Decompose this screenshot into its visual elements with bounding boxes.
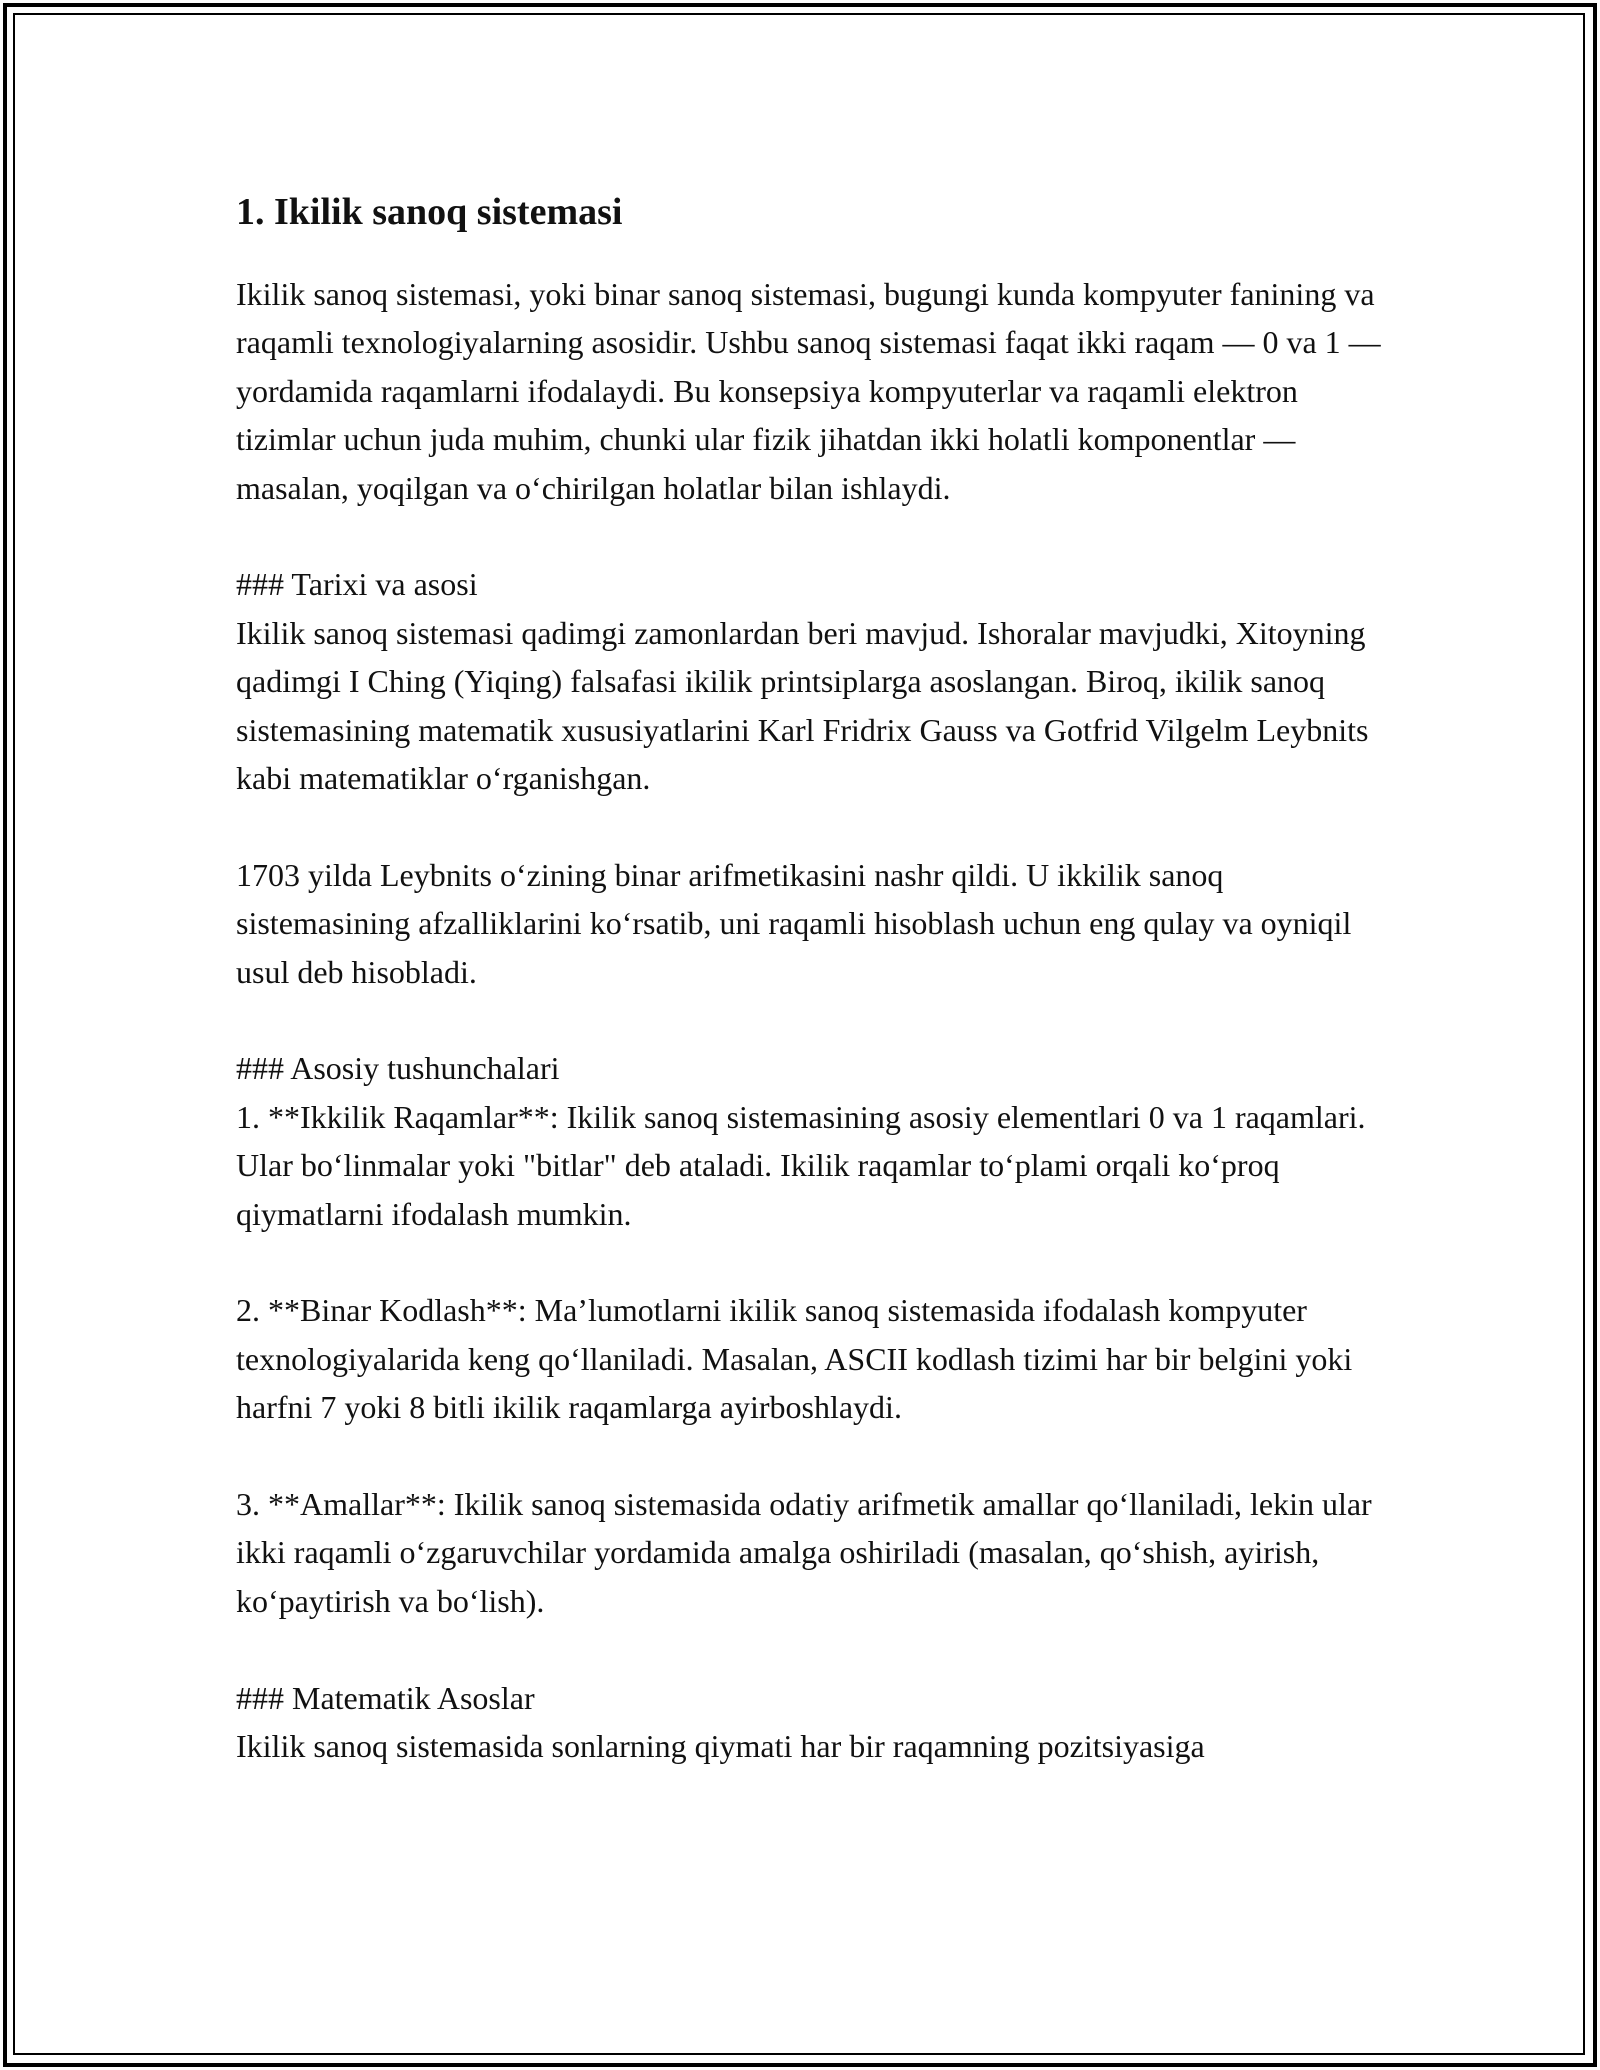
- document-title: 1. Ikilik sanoq sistemasi: [236, 191, 623, 233]
- intro-paragraph: Ikilik sanoq sistemasi, yoki binar sanoq sistemasi, bugungi kunda kompyuter fanining va raqamli texnologiyalarning asosidir. Ushbu sanoq sistemasi faqat ikki raqam — 0 va 1 — yordamida raqamlarni ifodalaydi. Bu konsepsiya kompyuterlar va raqamli elektron tizimlar uchun juda muhim, chunki ular fizik jihatdan ikki holatli komponentlar — masalan, yoqilgan va o‘chirilgan holatlar bilan ishlaydi.: [236, 276, 1381, 506]
- paragraph-gap: [236, 1625, 1396, 1673]
- math-heading: ### Matematik Asoslar: [236, 1679, 535, 1716]
- paragraph-gap: [236, 996, 1396, 1044]
- history-heading: ### Tarixi va asosi: [236, 566, 478, 603]
- history-paragraph-2: 1703 yilda Leybnits o‘zining binar arifmetikasini nashr qildi. U ikkilik sanoq sistemasining afzalliklarini ko‘rsatib, uni raqamli hisoblash uchun eng qulay va oyniqil usul deb hisobladi.: [236, 856, 1352, 990]
- paragraph-gap: [236, 802, 1396, 850]
- paragraph-gap: [236, 1238, 1396, 1286]
- paragraph-gap: [236, 512, 1396, 560]
- concepts-item-3: 3. **Amallar**: Ikilik sanoq sistemasida odatiy arifmetik amallar qo‘llaniladi, lekin ular ikki raqamli o‘zgaruvchilar yordamida amalga oshiriladi (masalan, qo‘shish, ayirish, ko‘paytirish va bo‘lish).: [236, 1486, 1372, 1619]
- concepts-heading: ### Asosiy tushunchalari: [236, 1050, 560, 1087]
- history-paragraph-1: Ikilik sanoq sistemasi qadimgi zamonlardan beri mavjud. Ishoralar mavjudki, Xitoyning qadimgi I Ching (Yiqing) falsafasi ikilik printsiplarga asoslangan. Biroq, ikilik sanoq sistemasining matematik xususiyatlarini Karl Fridrix Gauss va Gotfrid Vilgelm Leybnits kabi matematiklar o‘rganishgan.: [236, 614, 1369, 797]
- document-body: [236, 188, 1396, 1771]
- paragraph-gap: [236, 1432, 1396, 1480]
- concepts-item-2: 2. **Binar Kodlash**: Ma’lumotlarni ikilik sanoq sistemasida ifodalash kompyuter texnologiyalarida keng qo‘llaniladi. Masalan, ASCII kodlash tizimi har bir belgini yoki harfni 7 yoki 8 bitli ikilik raqamlarga ayirboshlaydi.: [236, 1292, 1353, 1426]
- concepts-item-1: 1. **Ikkilik Raqamlar**: Ikilik sanoq sistemasining asosiy elementlari 0 va 1 raqamlari. Ular bo‘linmalar yoki "bitlar" deb ataladi. Ikilik raqamlar to‘plami orqali ko‘proq qiymatlarni ifodalash mumkin.: [236, 1098, 1366, 1232]
- math-paragraph-1: Ikilik sanoq sistemasida sonlarning qiymati har bir raqamning pozitsiyasiga: [236, 1728, 1205, 1765]
